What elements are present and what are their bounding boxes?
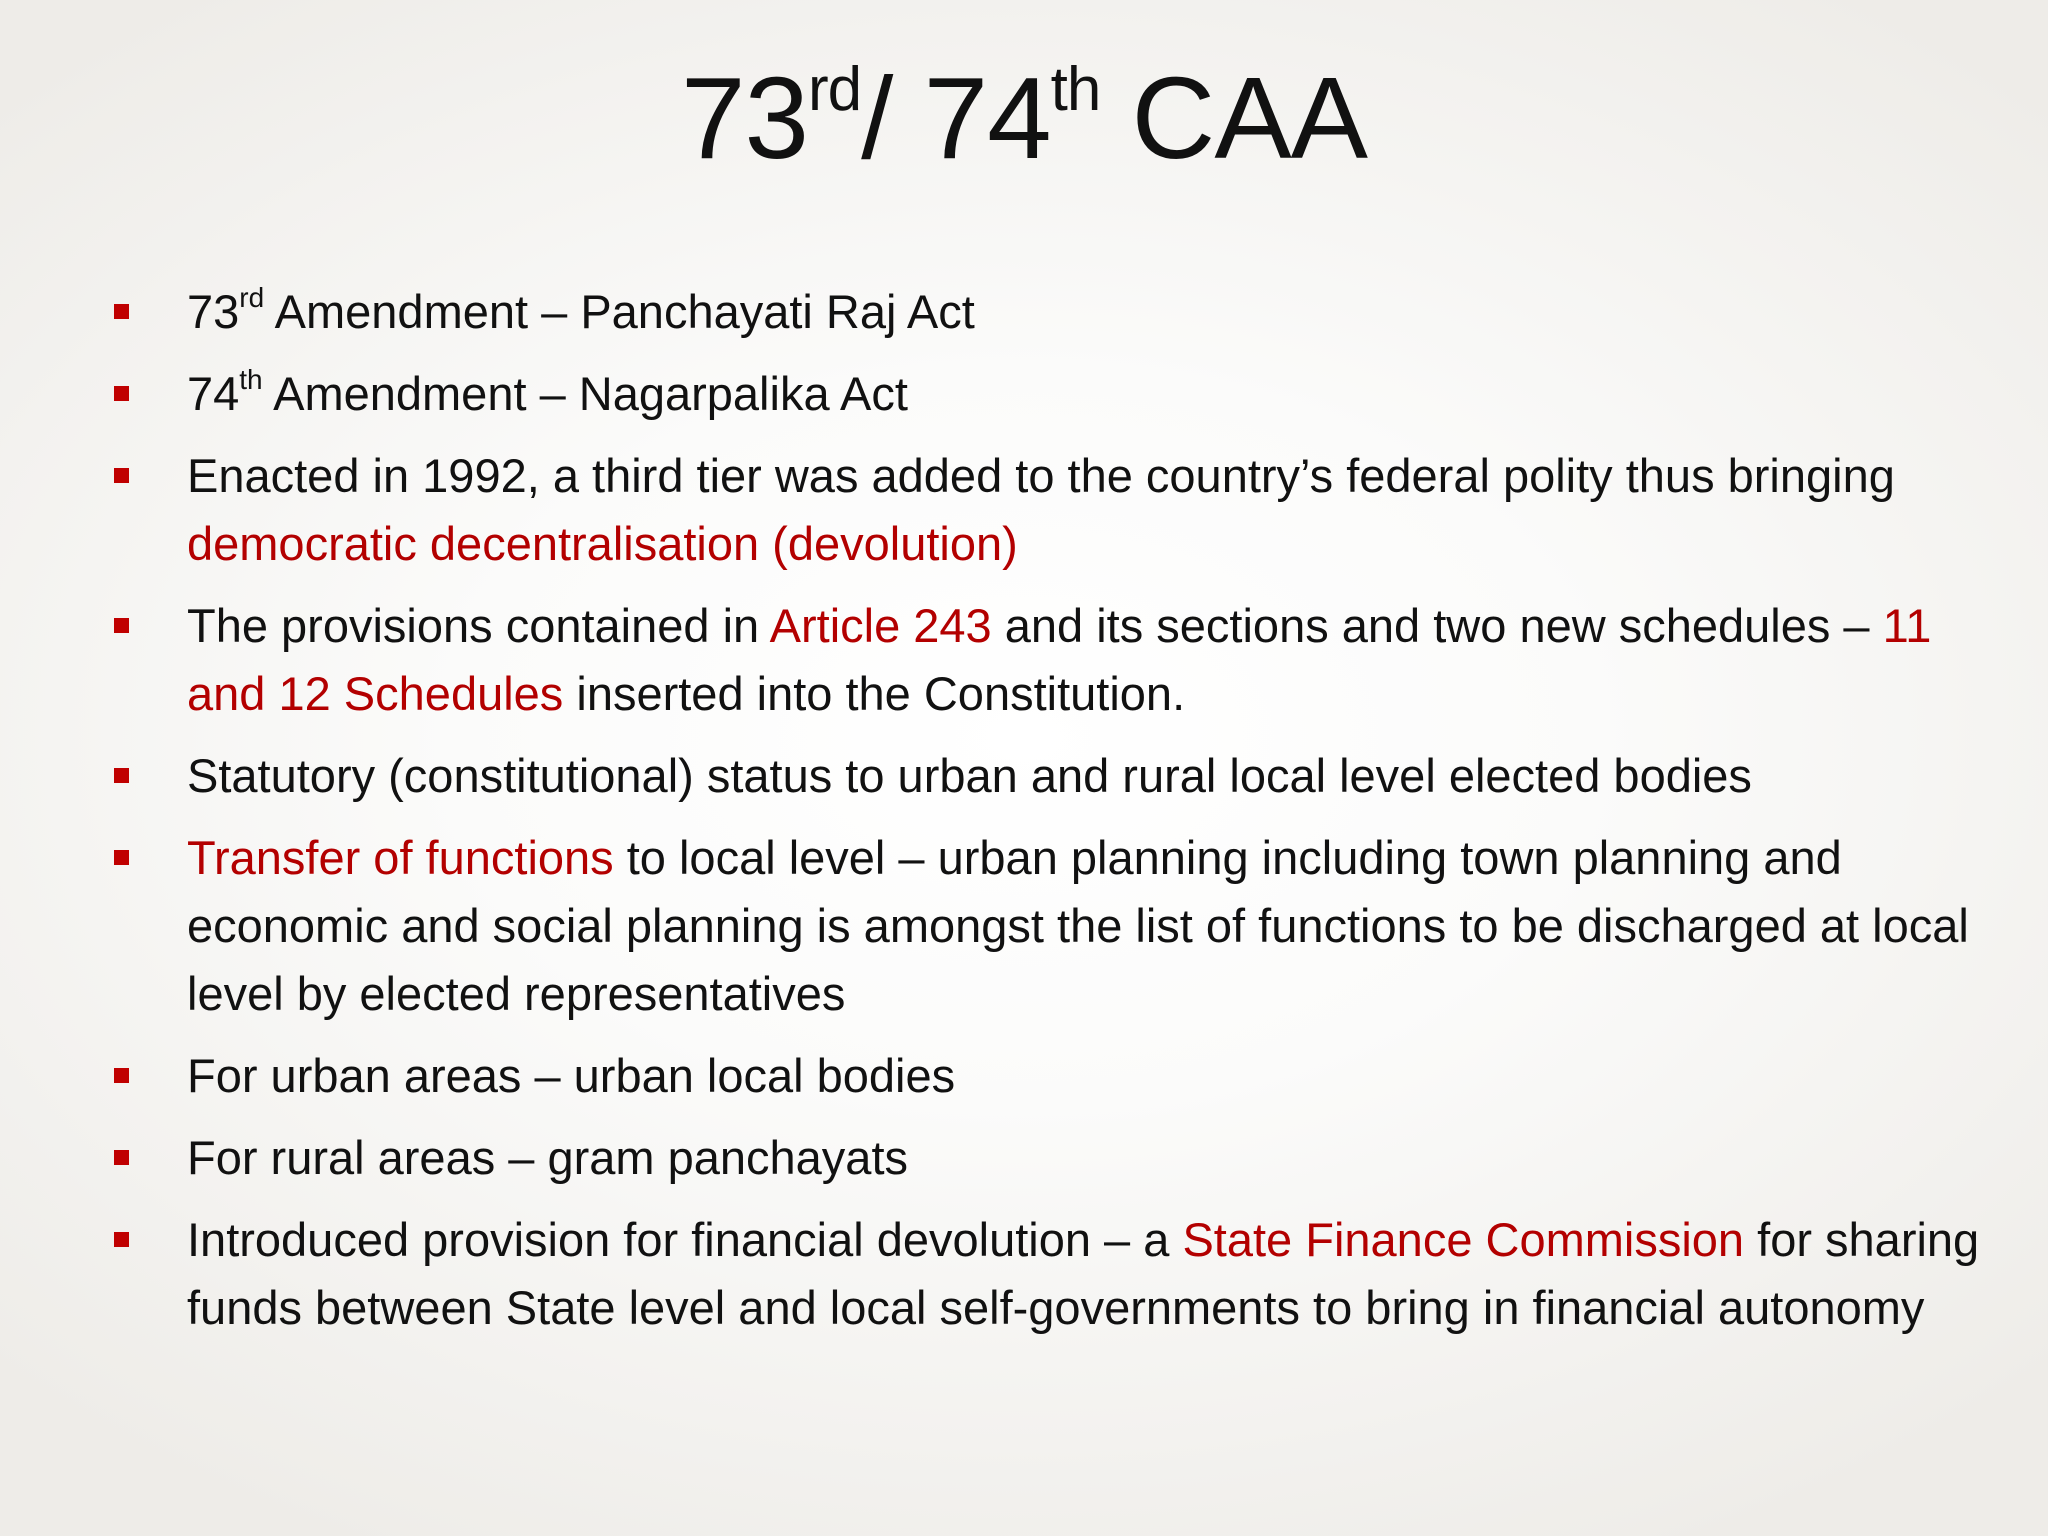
bullet-item (0, 278, 2048, 346)
bullet-highlight-text: Transfer of functions (187, 831, 614, 884)
bullet-item (0, 1124, 2048, 1192)
square-bullet-icon (114, 386, 129, 401)
square-bullet-icon (114, 304, 129, 319)
title-separator-74: / 74 (861, 53, 1051, 183)
square-bullet-icon (114, 850, 129, 865)
bullet-text: Enacted in 1992, a third tier was added to the country’s federal polity thus bringing (187, 449, 1895, 502)
bullet-text: for sharing funds between State level and local self-governments to bring in financial autonomy (187, 1213, 1980, 1334)
title-number-73: 73 (680, 53, 808, 183)
bullet-text: Statutory (constitutional) status to urban and rural local level elected bodies (187, 749, 1752, 802)
square-bullet-icon (114, 1232, 129, 1247)
bullet-text: 74 (187, 367, 240, 420)
title-superscript-rd: rd (807, 55, 862, 125)
bullet-highlight-text: Article 243 (769, 599, 992, 652)
bullet-text: Introduced provision for financial devolution – a (187, 1213, 1183, 1266)
bullet-text: Amendment – Nagarpalika Act (262, 367, 908, 420)
square-bullet-icon (114, 1068, 129, 1083)
square-bullet-icon (114, 618, 129, 633)
square-bullet-icon (114, 768, 129, 783)
bullet-item (0, 1206, 2048, 1342)
bullet-highlight-text: democratic decentralisation (devolution) (187, 517, 1018, 570)
square-bullet-icon (114, 468, 129, 483)
bullet-list (0, 278, 2048, 1356)
bullet-item (0, 824, 2048, 1028)
title-superscript-th: th (1050, 55, 1101, 125)
bullet-highlight-text: 11 and 12 Schedules (187, 599, 1932, 720)
bullet-text: 73 (187, 285, 240, 338)
bullet-text: Amendment – Panchayati Raj Act (264, 285, 975, 338)
square-bullet-icon (114, 1150, 129, 1165)
bullet-item (0, 360, 2048, 428)
bullet-item (0, 442, 2048, 578)
slide-title (0, 48, 2048, 188)
bullet-text: For urban areas – urban local bodies (187, 1049, 956, 1102)
bullet-superscript: rd (239, 282, 265, 314)
bullet-text: For rural areas – gram panchayats (187, 1131, 908, 1184)
bullet-text: inserted into the Constitution. (563, 667, 1186, 720)
bullet-item (0, 1042, 2048, 1110)
bullet-highlight-text: State Finance Commission (1182, 1213, 1745, 1266)
bullet-text: The provisions contained in (187, 599, 770, 652)
title-caa: CAA (1100, 53, 1368, 183)
bullet-item (0, 742, 2048, 810)
bullet-text: to local level – urban planning including town planning and economic and social planning is amongst the list of functions to be discharged at local level by elected representatives (187, 831, 1969, 1020)
bullet-item (0, 592, 2048, 728)
bullet-text: and its sections and two new schedules – (991, 599, 1883, 652)
bullet-superscript: th (239, 364, 263, 396)
